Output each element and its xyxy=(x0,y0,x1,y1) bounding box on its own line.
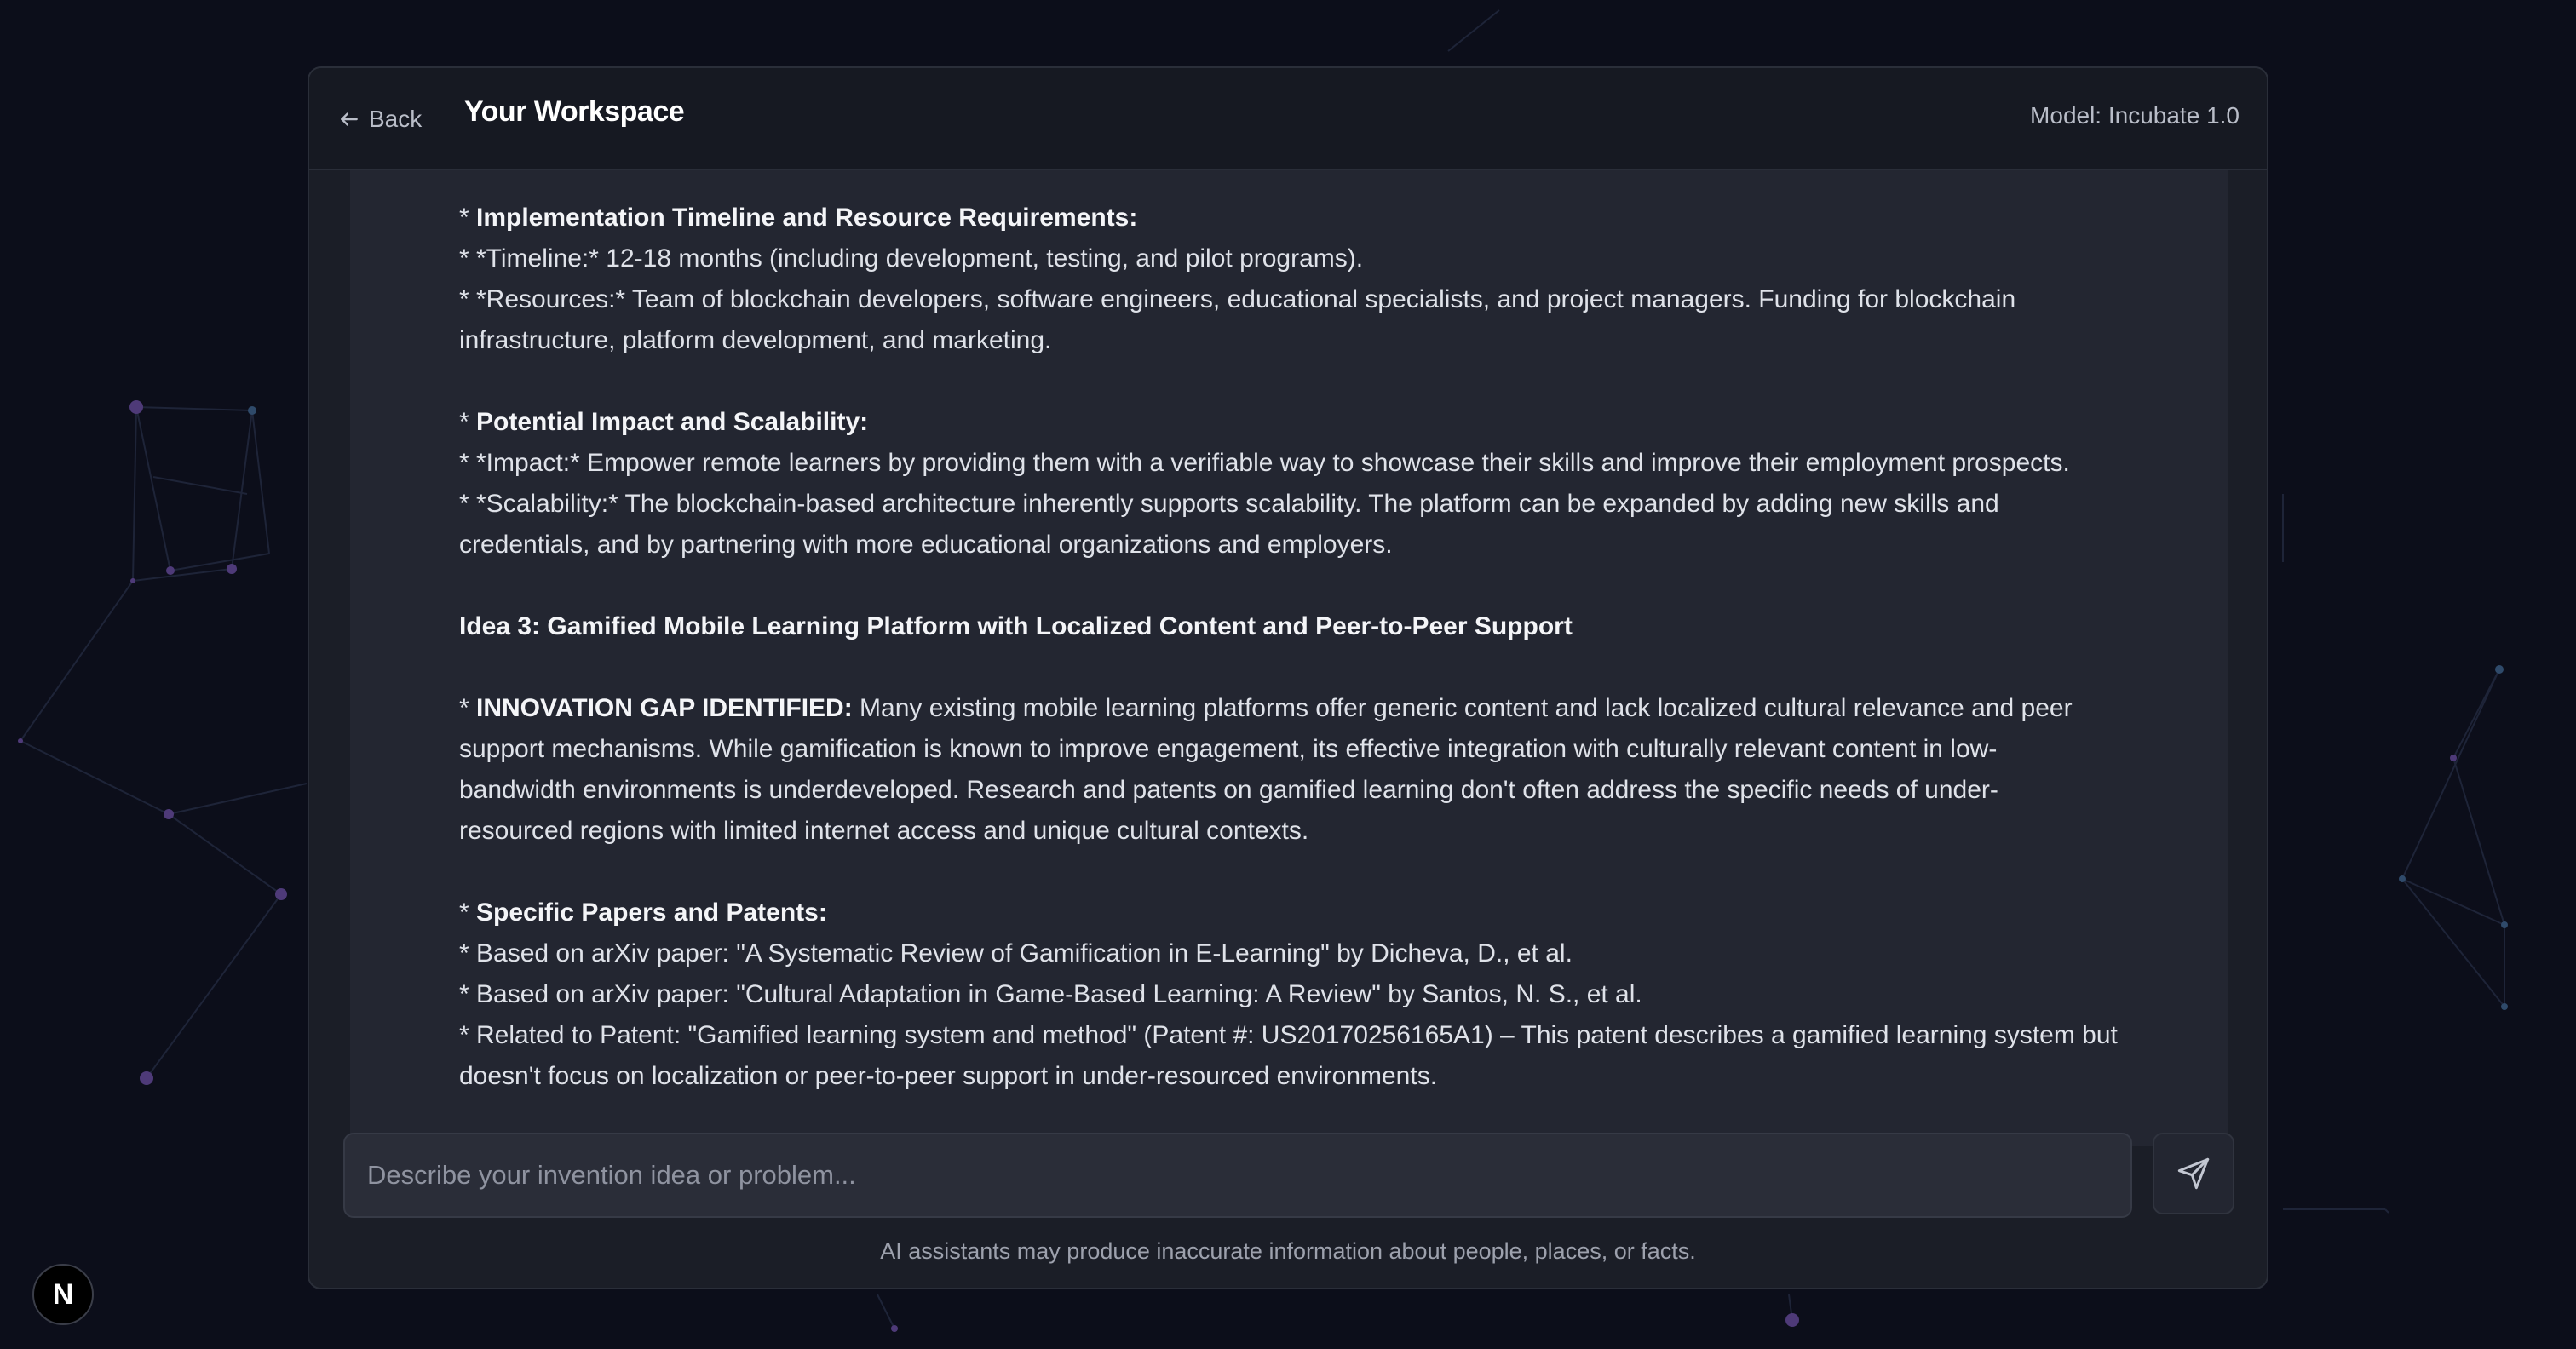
message-line: * *Resources:* Team of blockchain developers, software engineers, educational specialists, and project managers. Funding for blockchain xyxy=(459,285,2016,313)
model-label: Model: Incubate 1.0 xyxy=(2030,102,2240,129)
workspace-panel xyxy=(308,66,2268,1289)
message-line: * *Scalability:* The blockchain-based architecture inherently supports scalability. The platform can be expanded by adding new skills and xyxy=(459,490,1999,518)
section-heading: Potential Impact and Scalability: xyxy=(476,408,869,436)
message-line: support mechanisms. While gamification is known to improve engagement, its effective integration with culturally relevant content in low- xyxy=(459,735,1998,763)
message-line: * *Timeline:* 12-18 months (including development, testing, and pilot programs). xyxy=(459,244,1364,273)
paper-plane-icon xyxy=(2176,1157,2211,1191)
message-section: * Specific Papers and Patents: * Based on arXiv paper: "A Systematic Review of Gamification in E-Learning" by Dicheva, D., et al. * Based on arXiv paper: "Cultural Adaptation in Game-Based Learning: A Review" by Santos, N. S., et al. * Related to Patent: "Gamified learning system and method" (Patent #: US20170256165A1) – This patent describes a gamified learning system but doesn't focus on localization or peer-to-peer support in under-resourced environments. xyxy=(459,893,2214,1097)
workspace-header xyxy=(309,68,2267,170)
page-title: Your Workspace xyxy=(464,95,685,128)
message-line: bandwidth environments is underdeveloped. Research and patents on gamified learning don't often address the specific needs of under- xyxy=(459,776,1998,804)
idea-heading: Idea 3: Gamified Mobile Learning Platform with Localized Content and Peer-to-Peer Support xyxy=(459,612,1573,640)
message-line: * Based on arXiv paper: "A Systematic Review of Gamification in E-Learning" by Dicheva, D., et al. xyxy=(459,939,1573,967)
message-section xyxy=(459,606,2214,647)
arrow-left-icon xyxy=(338,108,360,130)
message-line: * *Impact:* Empower remote learners by providing them with a verifiable way to showcase their skills and improve their employment prospects. xyxy=(459,449,2070,477)
send-button[interactable] xyxy=(2153,1133,2234,1214)
section-heading: Specific Papers and Patents: xyxy=(476,898,827,927)
message-section: * Implementation Timeline and Resource Requirements: * *Timeline:* 12-18 months (including development, testing, and pilot programs). * *Resources:* Team of blockchain developers, software engineers, educational specialists, and project managers. Funding for blockchain infrastructure, platform development, and marketing. xyxy=(459,198,2214,361)
chat-message-area[interactable] xyxy=(350,170,2228,1146)
message-section: * INNOVATION GAP IDENTIFIED: Many existing mobile learning platforms offer generic content and lack localized cultural relevance and peer support mechanisms. While gamification is known to improve engagement, its effective integration with culturally relevant content in low- bandwidth environments is underdeveloped. Research and patents on gamified learning don't often address the specific needs of under- resourced regions with limited internet access and unique cultural contexts. xyxy=(459,688,2214,852)
back-label: Back xyxy=(369,106,423,132)
message-line: infrastructure, platform development, and marketing. xyxy=(459,326,1052,354)
composer xyxy=(343,1133,2236,1221)
assistant-message xyxy=(350,170,2214,1138)
message-line: doesn't focus on localization or peer-to-peer support in under-resourced environments. xyxy=(459,1062,1438,1090)
message-line: credentials, and by partnering with more educational organizations and employers. xyxy=(459,531,1393,559)
message-section: * Potential Impact and Scalability: * *Impact:* Empower remote learners by providing them with a verifiable way to showcase their skills and improve their employment prospects. * *Scalability:* The blockchain-based architecture inherently supports scalability. The platform can be expanded by adding new skills and credentials, and by partnering with more educational organizations and employers. xyxy=(459,402,2214,565)
section-heading: Implementation Timeline and Resource Requirements: xyxy=(476,204,1138,232)
section-heading: INNOVATION GAP IDENTIFIED: xyxy=(476,694,853,722)
message-line: resourced regions with limited internet access and unique cultural contexts. xyxy=(459,817,1309,845)
idea-input[interactable] xyxy=(343,1133,2132,1218)
back-button[interactable] xyxy=(338,100,422,138)
nextjs-dev-badge[interactable] xyxy=(32,1264,94,1325)
message-line: * Based on arXiv paper: "Cultural Adaptation in Game-Based Learning: A Review" by Santos, N. S., et al. xyxy=(459,980,1642,1008)
ai-disclaimer: AI assistants may produce inaccurate information about people, places, or facts. xyxy=(880,1238,1696,1264)
message-line: * Related to Patent: "Gamified learning system and method" (Patent #: US20170256165A1) – This patent describes a gamified learning system but xyxy=(459,1021,2118,1049)
badge-letter: N xyxy=(52,1277,74,1311)
